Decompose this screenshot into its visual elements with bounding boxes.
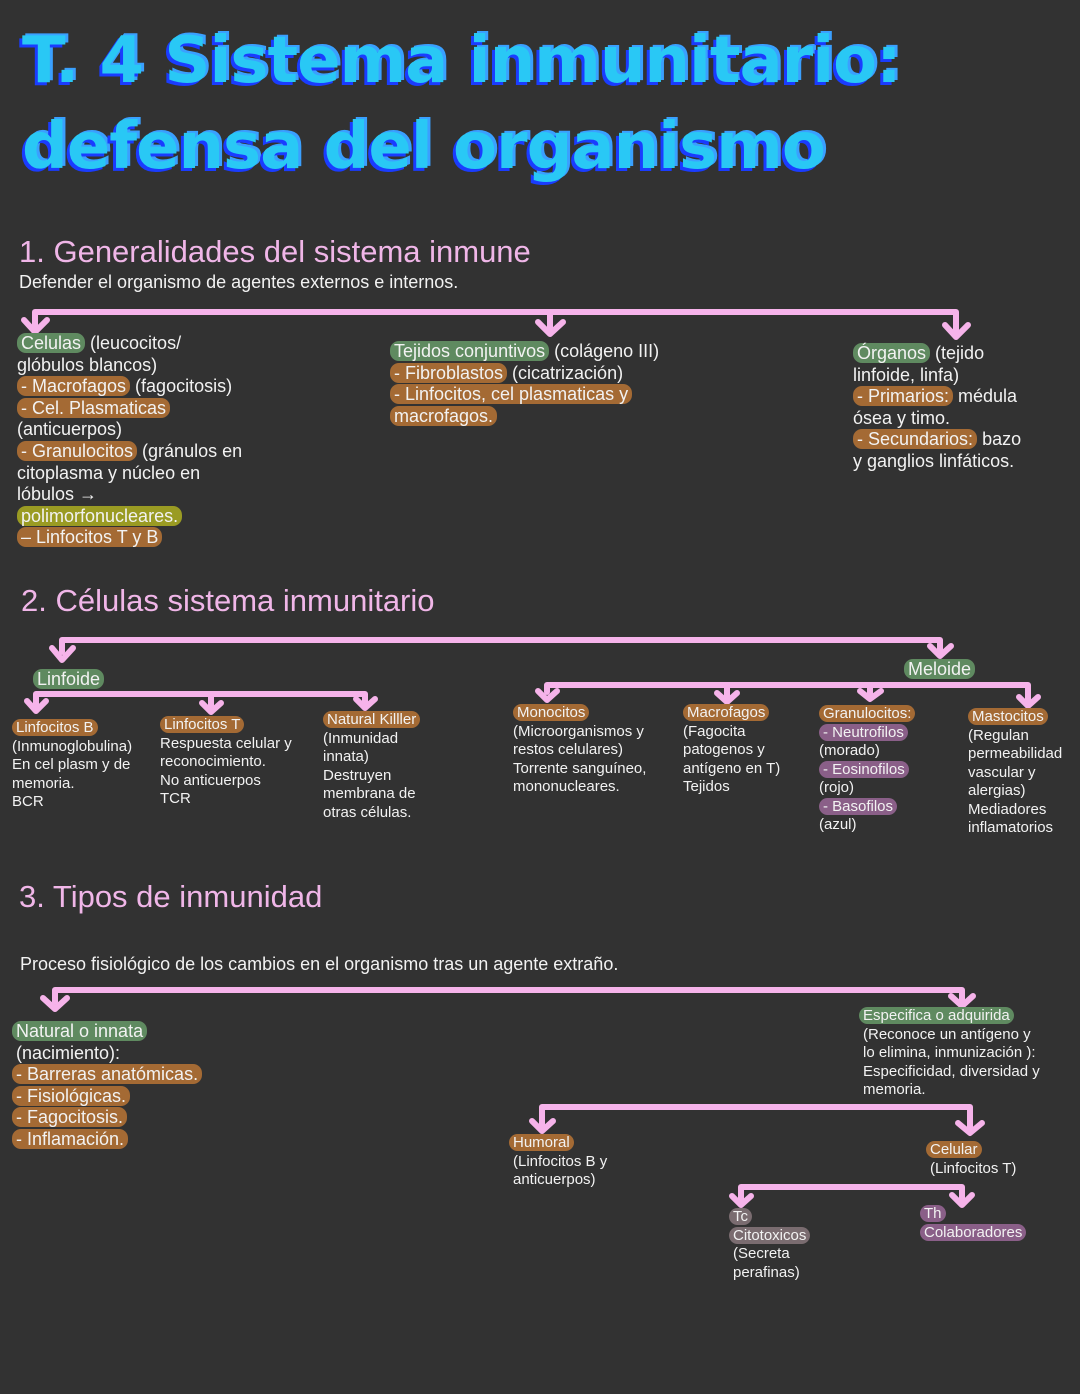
macrofagos-line: antígeno en T) (683, 759, 781, 777)
granulocitos-text: (gránulos en (137, 440, 243, 461)
granulocitos-block (819, 705, 944, 835)
linfocitos-highlight: – Linfocitos T y B (17, 527, 162, 547)
mastocitos-highlight: Mastocitos (968, 708, 1048, 725)
eosinofilos-text: (rojo) (819, 779, 855, 796)
mastocitos-line: alergias) (968, 782, 1026, 799)
linfocitos-b-line: memoria. (12, 774, 75, 792)
natural-killer-line: Destruyen (323, 766, 392, 784)
granulocitos-highlight: - Granulocitos (17, 441, 137, 461)
especifica-line: lo elimina, inmunización ): (863, 1044, 1036, 1061)
plasmaticas-highlight: - Cel. Plasmaticas (17, 398, 170, 418)
humoral-line: anticuerpos) (513, 1171, 596, 1188)
humoral-highlight: Humoral (509, 1134, 574, 1151)
natural-item: - Fagocitosis. (12, 1107, 127, 1127)
mastocitos-line: (Regulan (968, 726, 1029, 744)
especifica-line: (Reconoce un antígeno y (863, 1025, 1031, 1043)
section-1-subtitle: Defender el organismo de agentes externos e internos. (19, 272, 459, 292)
cells-block (17, 333, 267, 549)
linfocitos-b-line: BCR (12, 793, 44, 810)
tissues-text: (colágeno III) (549, 341, 660, 361)
macrofagos-line: patogenos y (683, 741, 765, 758)
basofilos-text: (azul) (819, 816, 857, 833)
tissue-linfocitos-highlight: - Linfocitos, cel plasmaticas y (390, 384, 632, 404)
tc-line: (Secreta (733, 1245, 790, 1262)
mastocitos-line: vascular y (968, 763, 1036, 781)
neutrofilos-text: (morado) (819, 742, 880, 759)
granulocitos-text-3: lóbulos → (17, 484, 98, 505)
mastocitos-line: Mediadores (968, 800, 1047, 818)
granulocitos-2-highlight: Granulocitos: (819, 705, 915, 722)
secundarios-text: bazo (977, 429, 1022, 450)
organs-text: (tejido (930, 343, 985, 363)
macrofagos-block (683, 704, 808, 797)
tc-line: perafinas) (733, 1263, 800, 1281)
especifica-line: memoria. (863, 1081, 926, 1098)
section-2-heading: 2. Células sistema inmunitario (21, 583, 435, 618)
plasmaticas-text: (anticuerpos) (17, 419, 123, 440)
macrofagos-line: Tejidos (683, 778, 730, 795)
cells-highlight: Celulas (17, 333, 85, 353)
cells-text: (leucocitos/ (85, 333, 182, 353)
macrofagos-line: (Fagocita (683, 722, 746, 740)
mastocitos-line: inflamatorios (968, 819, 1054, 836)
monocitos-line: restos celulares) (513, 741, 624, 758)
natural-killer-line: otras células. (323, 803, 412, 821)
tc-highlight: Tc (729, 1208, 752, 1225)
linfocitos-t-line: Respuesta celular y (160, 734, 292, 752)
linfoide-label (33, 669, 104, 691)
natural-killer-line: (Inmunidad (323, 729, 399, 747)
primarios-highlight: - Primarios: (853, 386, 953, 406)
linfocitos-t-line: reconocimiento. (160, 753, 266, 770)
humoral-line: (Linfocitos B y (513, 1152, 608, 1170)
mastocitos-line: permeabilidad (968, 745, 1063, 762)
especifica-highlight: Especifica o adquirida (859, 1007, 1014, 1024)
natural-killer-block (323, 711, 463, 822)
monocitos-block (513, 704, 673, 797)
natural-killer-highlight: Natural Killler (323, 711, 420, 728)
eosinofilos-highlight: - Eosinofilos (819, 761, 909, 778)
linfocitos-b-highlight: Linfocitos B (12, 719, 98, 736)
colaboradores-highlight: Colaboradores (920, 1224, 1026, 1241)
fibroblastos-text: (cicatrización) (507, 362, 624, 383)
celular-block (926, 1141, 1066, 1178)
especifica-line: Especificidad, diversidad y (863, 1062, 1040, 1080)
polimorfonucleares-highlight: polimorfonucleares. (17, 506, 182, 526)
natural-highlight: Natural o innata (12, 1021, 147, 1041)
celular-highlight: Celular (926, 1141, 982, 1158)
natural-killer-line: membrana de (323, 785, 416, 802)
citotoxicos-highlight: Citotoxicos (729, 1227, 810, 1244)
th-block (920, 1205, 1060, 1242)
monocitos-highlight: Monocitos (513, 704, 589, 721)
linfoide-highlight: Linfoide (33, 669, 104, 689)
primarios-text-2: ósea y timo. (853, 407, 951, 428)
title-line-1: T. 4 Sistema inmunitario: (22, 24, 901, 98)
section-1-heading: 1. Generalidades del sistema inmune (19, 234, 531, 269)
meloide-highlight: Meloide (904, 659, 975, 679)
linfocitos-b-line: (Inmunoglobulina) (12, 737, 133, 755)
neutrofilos-highlight: - Neutrofilos (819, 724, 908, 741)
organs-text-2: linfoide, linfa) (853, 364, 960, 385)
secundarios-highlight: - Secundarios: (853, 429, 977, 449)
organs-block (853, 343, 1063, 473)
title-line-2: defensa del organismo (22, 110, 825, 184)
macrofagos-2-highlight: Macrofagos (683, 704, 769, 721)
section-3-subtitle: Proceso fisiológico de los cambios en el organismo tras un agente extraño. (20, 954, 619, 974)
tissues-block (390, 341, 690, 427)
humoral-block (509, 1134, 659, 1190)
secundarios-text-2: y ganglios linfáticos. (853, 450, 1015, 471)
natural-item: - Inflamación. (12, 1129, 128, 1149)
linfocitos-t-block (160, 716, 315, 809)
monocitos-line: (Microorganismos y (513, 722, 644, 740)
monocitos-line: mononucleares. (513, 778, 620, 795)
organs-highlight: Órganos (853, 343, 930, 363)
monocitos-line: Torrente sanguíneo, (513, 759, 647, 777)
natural-text: (nacimiento): (16, 1042, 121, 1063)
linfocitos-t-highlight: Linfocitos T (160, 716, 244, 733)
mastocitos-block (968, 708, 1078, 838)
natural-killer-line: innata) (323, 748, 369, 765)
tissues-highlight: Tejidos conjuntivos (390, 341, 549, 361)
basofilos-highlight: - Basofilos (819, 798, 897, 815)
natural-block (12, 1021, 242, 1151)
natural-item: - Barreras anatómicas. (12, 1064, 202, 1084)
linfocitos-b-block (12, 719, 157, 812)
cells-text-2: glóbulos blancos) (17, 354, 158, 375)
meloide-label (904, 659, 975, 681)
granulocitos-text-2: citoplasma y núcleo en (17, 462, 201, 483)
linfocitos-t-line: No anticuerpos (160, 771, 261, 789)
tc-block (729, 1208, 849, 1282)
macrofagos-text: (fagocitosis) (130, 376, 233, 397)
natural-item: - Fisiológicas. (12, 1086, 130, 1106)
tissue-macrofagos-highlight: macrofagos. (390, 406, 497, 426)
celular-line: (Linfocitos T) (930, 1159, 1017, 1177)
macrofagos-highlight: - Macrofagos (17, 376, 130, 396)
especifica-block (859, 1007, 1074, 1100)
linfocitos-t-line: TCR (160, 790, 191, 807)
th-highlight: Th (920, 1205, 946, 1222)
section-3-heading: 3. Tipos de inmunidad (19, 879, 323, 914)
fibroblastos-highlight: - Fibroblastos (390, 363, 507, 383)
primarios-text: médula (953, 386, 1018, 407)
linfocitos-b-line: En cel plasm y de (12, 756, 131, 773)
